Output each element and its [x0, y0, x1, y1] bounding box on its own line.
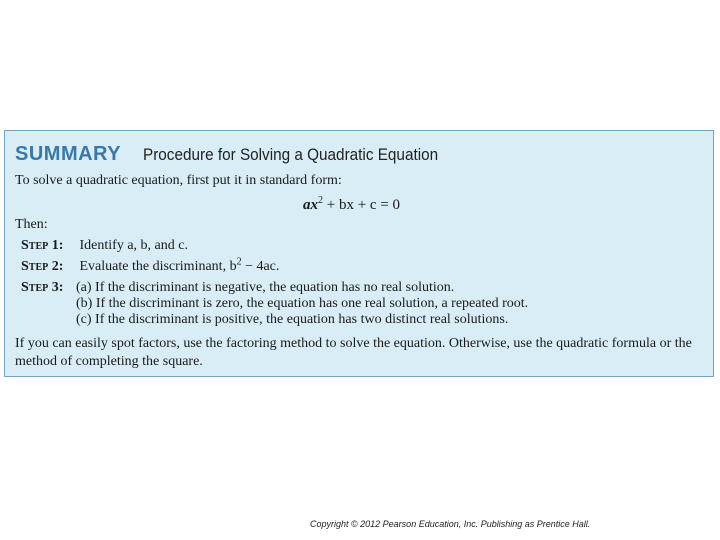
step-2-label: Step 2: — [21, 259, 64, 274]
step-3-item-b: (b) If the discriminant is zero, the equation has one real solution, a repeated root. — [76, 296, 529, 311]
summary-title: Procedure for Solving a Quadratic Equation — [143, 145, 439, 164]
copyright-footer: Copyright © 2012 Pearson Education, Inc. Publishing as Prentice Hall. — [310, 519, 591, 529]
step-1-label: Step 1: — [21, 238, 64, 253]
step-2-text-before: Evaluate the discriminant, b — [79, 259, 237, 274]
closing-paragraph: If you can easily spot factors, use the factoring method to solve the equation. Otherwise, use the quadratic formula or the method of completing the square. — [15, 336, 692, 369]
step-2-text-after: − 4ac. — [241, 259, 280, 274]
step-3-item-c: (c) If the discriminant is positive, the equation has two distinct real solutions. — [76, 312, 509, 327]
equation-exponent: 2 — [318, 195, 323, 206]
summary-header — [15, 143, 471, 169]
intro-text: To solve a quadratic equation, first put it in standard form: — [15, 173, 342, 188]
summary-label: SUMMARY — [15, 143, 122, 165]
standard-form-equation — [303, 197, 400, 214]
step-1-text: Identify a, b, and c. — [79, 238, 188, 253]
step-3-label: Step 3: — [21, 280, 64, 295]
step-1 — [21, 238, 188, 254]
step-2-text — [79, 256, 280, 275]
summary-box — [4, 130, 714, 377]
step-2 — [21, 256, 280, 275]
equation-term: ax — [303, 197, 318, 213]
step-3 — [21, 280, 76, 296]
equation-rest: + bx + c = 0 — [323, 197, 401, 213]
step-3-item-a: (a) If the discriminant is negative, the equation has no real solution. — [76, 280, 455, 295]
then-label: Then: — [15, 217, 48, 232]
step-2-exponent: 2 — [236, 256, 242, 268]
